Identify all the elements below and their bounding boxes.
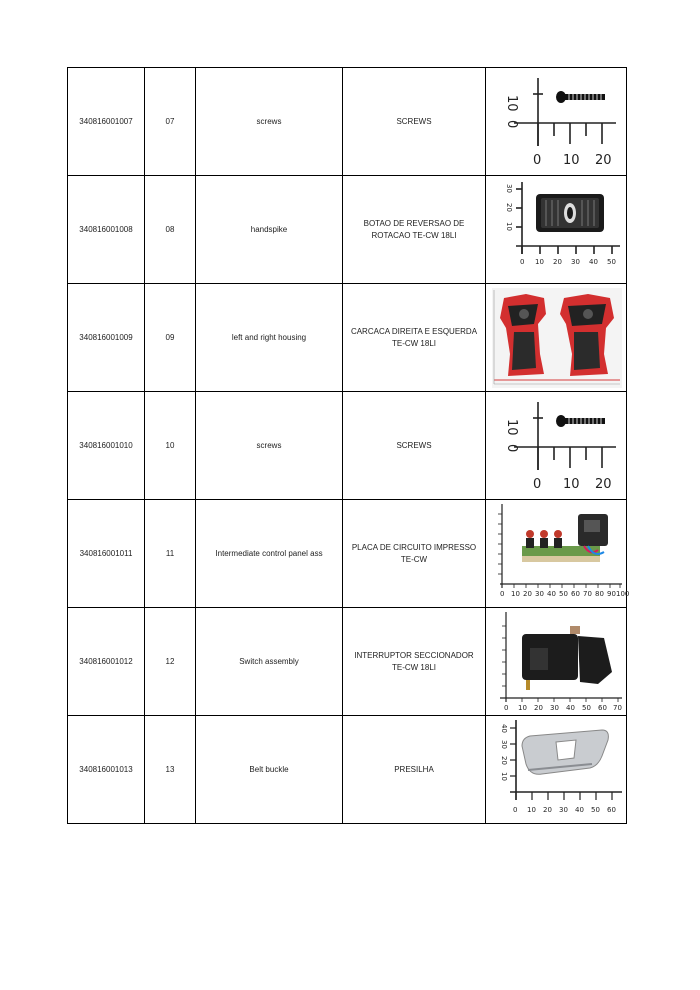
part-code: 340816001013	[68, 716, 145, 824]
part-name-en: handspike	[196, 176, 343, 284]
part-name-en: screws	[196, 392, 343, 500]
scale-label: 90	[607, 590, 616, 598]
table-row	[68, 392, 627, 500]
scale-label: 10	[563, 153, 580, 168]
table-row	[68, 176, 627, 284]
scale-label: 10	[535, 258, 544, 266]
reversing-button-photo	[486, 176, 627, 283]
item-number: 11	[145, 500, 196, 608]
scale-label: 10	[563, 477, 580, 492]
item-number: 08	[145, 176, 196, 284]
switch-photo	[486, 608, 627, 715]
scale-label: 50	[591, 806, 600, 814]
scale-label: 10	[511, 590, 520, 598]
part-code: 340816001007	[68, 68, 145, 176]
scale-label: 40	[500, 724, 508, 733]
scale-label: 0	[533, 477, 542, 492]
item-number: 10	[145, 392, 196, 500]
scale-label: 10	[527, 806, 536, 814]
parts-table	[67, 67, 630, 824]
scale-label: 40	[589, 258, 598, 266]
scale-label: 20	[534, 704, 543, 712]
table-row	[68, 716, 627, 824]
part-code: 340816001008	[68, 176, 145, 284]
part-name-en: screws	[196, 68, 343, 176]
scale-label: 50	[559, 590, 568, 598]
part-name-pt: CARCACA DIREITA E ESQUERDA TE-CW 18LI	[343, 284, 486, 392]
scale-label: 0	[500, 590, 505, 598]
part-name-en: left and right housing	[196, 284, 343, 392]
part-name-pt: PLACA DE CIRCUITO IMPRESSO TE-CW	[343, 500, 486, 608]
screw-photo	[486, 68, 627, 175]
table-row	[68, 500, 627, 608]
scale-label: 30	[571, 258, 580, 266]
scale-label: 70	[613, 704, 622, 712]
scale-label: 50	[582, 704, 591, 712]
part-name-pt: SCREWS	[343, 68, 486, 176]
scale-label: 20	[595, 477, 612, 492]
part-code: 340816001011	[68, 500, 145, 608]
screw-photo	[486, 392, 627, 499]
scale-label: 0	[533, 153, 542, 168]
scale-label: 30	[505, 184, 513, 193]
part-name-pt: SCREWS	[343, 392, 486, 500]
part-photo-cell	[486, 608, 627, 716]
scale-label: 20	[595, 153, 612, 168]
scale-label: 20	[500, 756, 508, 765]
scale-label: 0	[513, 806, 518, 814]
item-number: 09	[145, 284, 196, 392]
part-name-pt: INTERRUPTOR SECCIONADOR TE-CW 18LI	[343, 608, 486, 716]
item-number: 13	[145, 716, 196, 824]
scale-label: 0	[504, 444, 519, 453]
housing-photo	[486, 284, 627, 391]
circuit-board-photo	[486, 500, 630, 607]
part-photo-cell	[486, 392, 627, 500]
part-photo-cell	[486, 284, 627, 392]
part-photo-cell	[486, 176, 627, 284]
scale-label: 60	[598, 704, 607, 712]
part-name-en: Switch assembly	[196, 608, 343, 716]
scale-label: 40	[566, 704, 575, 712]
scale-label: 30	[500, 740, 508, 749]
part-code: 340816001010	[68, 392, 145, 500]
scale-label: 10	[518, 704, 527, 712]
part-name-en: Intermediate control panel ass	[196, 500, 343, 608]
scale-label: 30	[559, 806, 568, 814]
item-number: 07	[145, 68, 196, 176]
scale-label: 10	[500, 772, 508, 781]
table-row	[68, 68, 627, 176]
part-name-en: Belt buckle	[196, 716, 343, 824]
scale-label: 50	[607, 258, 616, 266]
part-photo-cell	[486, 68, 627, 176]
scale-label: 30	[550, 704, 559, 712]
scale-label: 10	[505, 222, 513, 231]
scale-label: 60	[571, 590, 580, 598]
part-photo-cell	[486, 716, 627, 824]
scale-label: 20	[553, 258, 562, 266]
scale-label: 0	[504, 704, 509, 712]
scale-label: 70	[583, 590, 592, 598]
part-code: 340816001009	[68, 284, 145, 392]
part-name-pt: PRESILHA	[343, 716, 486, 824]
table-row	[68, 608, 627, 716]
scale-label: 40	[575, 806, 584, 814]
scale-label: 20	[505, 203, 513, 212]
part-photo-cell	[486, 500, 630, 608]
scale-label: 30	[535, 590, 544, 598]
part-code: 340816001012	[68, 608, 145, 716]
scale-label: 80	[595, 590, 604, 598]
part-name-pt: BOTAO DE REVERSAO DE ROTACAO TE-CW 18LI	[343, 176, 486, 284]
scale-label: 0	[504, 120, 519, 129]
scale-label: 10	[504, 95, 519, 112]
item-number: 12	[145, 608, 196, 716]
scale-label: 60	[607, 806, 616, 814]
belt-clip-photo	[486, 716, 627, 823]
table-row	[68, 284, 627, 392]
scale-label: 0	[520, 258, 525, 266]
scale-label: 10	[504, 419, 519, 436]
scale-label: 100	[616, 590, 630, 598]
scale-label: 40	[547, 590, 556, 598]
scale-label: 20	[523, 590, 532, 598]
scale-label: 20	[543, 806, 552, 814]
